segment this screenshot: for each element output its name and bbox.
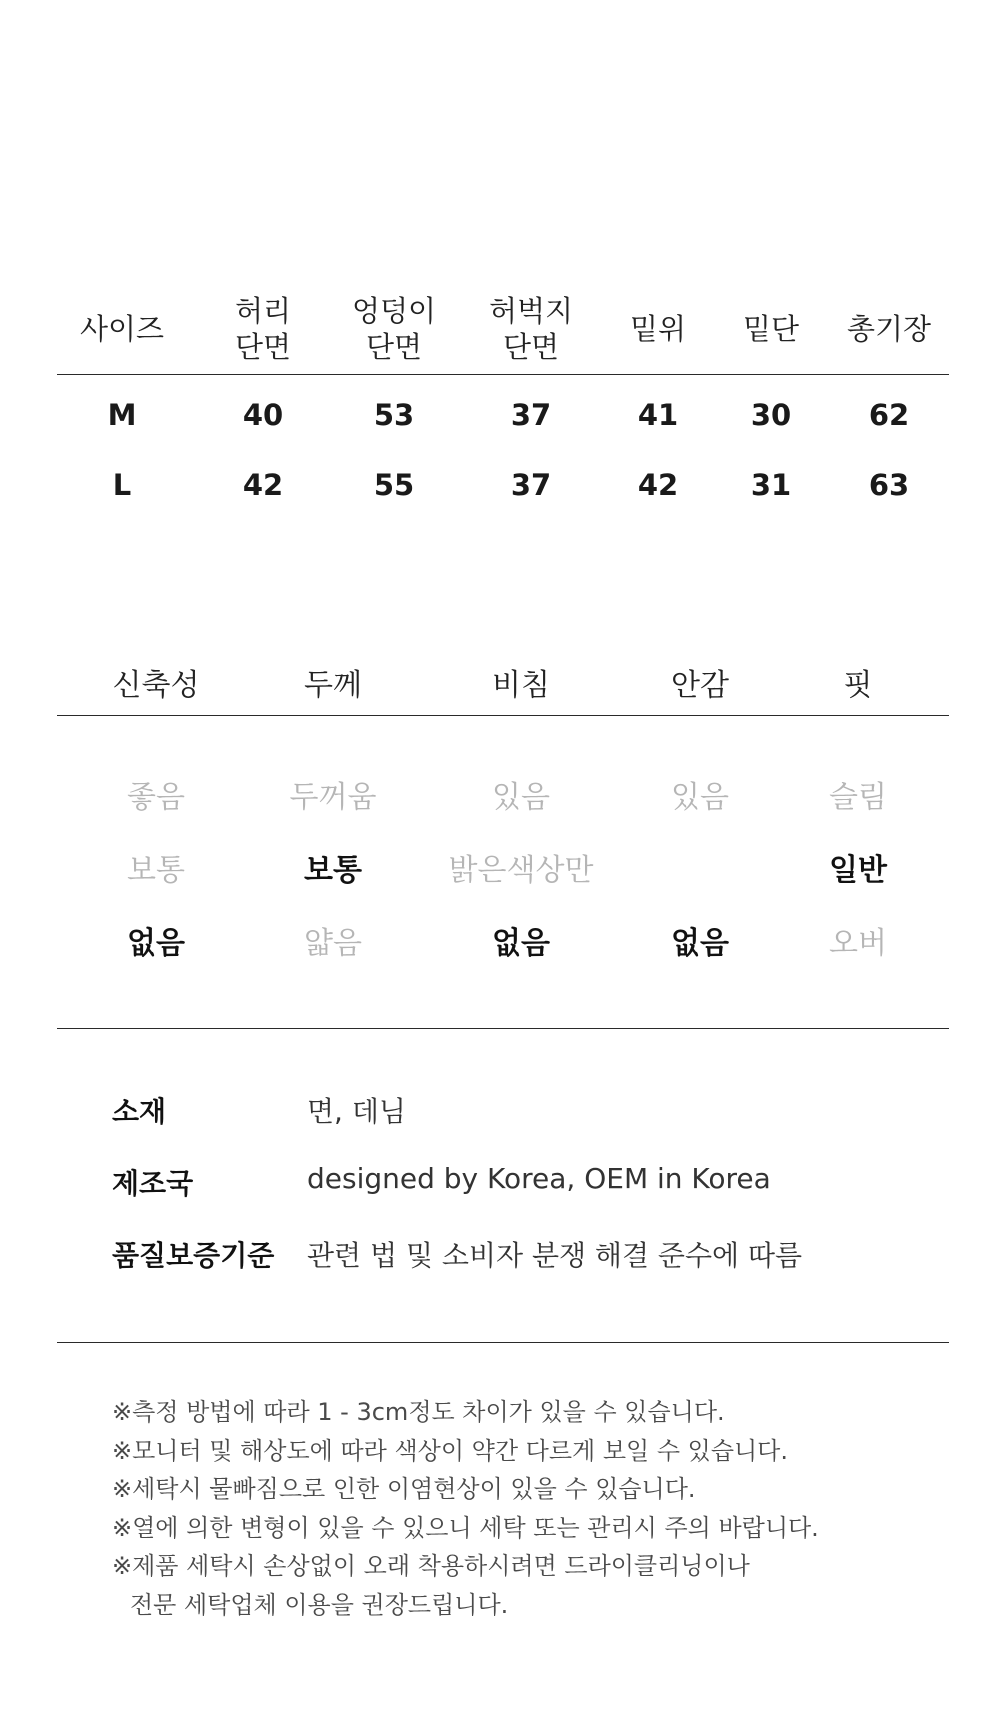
property-option: 없음 bbox=[127, 926, 185, 961]
property-header bbox=[57, 660, 949, 708]
note-line: ※세탁시 물빠짐으로 인한 이염현상이 있을 수 있습니다. bbox=[112, 1475, 696, 1503]
size-header-thigh: 허벅지 단면 bbox=[488, 294, 574, 364]
property-header-stretch: 신축성 bbox=[112, 668, 200, 703]
section-divider bbox=[57, 1028, 949, 1029]
table-cell: 40 bbox=[242, 398, 284, 432]
care-notes bbox=[112, 1393, 819, 1624]
property-grid bbox=[57, 772, 949, 991]
property-option: 없음 bbox=[671, 926, 729, 961]
product-info bbox=[112, 1090, 802, 1306]
size-label: M bbox=[107, 398, 137, 432]
size-header-hem: 밑단 bbox=[742, 312, 800, 346]
size-header-rise: 밑위 bbox=[629, 312, 687, 346]
property-header-fit: 핏 bbox=[843, 668, 873, 703]
property-header-lining: 안감 bbox=[671, 668, 729, 703]
table-cell: 30 bbox=[750, 398, 792, 432]
property-option: 좋음 bbox=[127, 780, 185, 815]
property-divider bbox=[57, 715, 949, 716]
table-cell: 42 bbox=[637, 468, 679, 502]
note-line: ※측정 방법에 따라 1 - 3cm정도 차이가 있을 수 있습니다. bbox=[112, 1398, 725, 1426]
table-row bbox=[57, 450, 949, 520]
info-value: 면, 데님 bbox=[307, 1095, 406, 1128]
property-option: 없음 bbox=[492, 926, 550, 961]
property-option: 있음 bbox=[492, 780, 550, 815]
property-row bbox=[57, 918, 949, 991]
size-header-hip: 엉덩이 단면 bbox=[351, 294, 437, 364]
info-value: 관련 법 및 소비자 분쟁 해결 준수에 따름 bbox=[307, 1239, 803, 1272]
info-row-material bbox=[112, 1090, 802, 1162]
info-key: 소재 bbox=[112, 1095, 167, 1128]
table-cell: 55 bbox=[373, 468, 415, 502]
size-table bbox=[57, 288, 949, 370]
size-table-divider bbox=[57, 374, 949, 375]
section-divider bbox=[57, 1342, 949, 1343]
table-cell: 31 bbox=[750, 468, 792, 502]
property-option: 두꺼움 bbox=[289, 780, 377, 815]
property-option: 밝은색상만 bbox=[448, 853, 594, 888]
property-option: 보통 bbox=[127, 853, 185, 888]
property-option: 오버 bbox=[829, 926, 887, 961]
table-cell: 53 bbox=[373, 398, 415, 432]
size-header-waist: 허리 단면 bbox=[234, 294, 292, 364]
property-option: 보통 bbox=[304, 853, 362, 888]
property-header-thickness: 두께 bbox=[304, 668, 362, 703]
size-label: L bbox=[112, 468, 132, 502]
info-key: 품질보증기준 bbox=[112, 1239, 275, 1272]
note-line: ※열에 의한 변형이 있을 수 있으니 세탁 또는 관리시 주의 바랍니다. bbox=[112, 1513, 819, 1542]
table-cell: 41 bbox=[637, 398, 679, 432]
property-row bbox=[57, 845, 949, 918]
property-option: 있음 bbox=[671, 780, 729, 815]
property-option: 슬림 bbox=[829, 780, 887, 815]
info-row-origin bbox=[112, 1162, 802, 1234]
size-header-size: 사이즈 bbox=[79, 312, 165, 346]
table-cell: 63 bbox=[868, 468, 910, 502]
info-key: 제조국 bbox=[112, 1167, 194, 1200]
property-header-sheerness: 비침 bbox=[492, 668, 550, 703]
table-cell: 62 bbox=[868, 398, 910, 432]
note-line: ※제품 세탁시 손상없이 오래 착용하시려면 드라이클리닝이나 bbox=[112, 1552, 750, 1580]
size-table-header bbox=[57, 288, 949, 370]
property-option: 얇음 bbox=[304, 926, 362, 961]
table-cell: 37 bbox=[510, 468, 552, 502]
note-line: ※모니터 및 해상도에 따라 색상이 약간 다르게 보일 수 있습니다. bbox=[112, 1436, 788, 1465]
note-line: 전문 세탁업체 이용을 권장드립니다. bbox=[130, 1590, 509, 1619]
table-cell: 37 bbox=[510, 398, 552, 432]
property-option: 일반 bbox=[829, 853, 887, 888]
table-row bbox=[57, 380, 949, 450]
info-row-quality bbox=[112, 1234, 802, 1306]
property-row bbox=[57, 772, 949, 845]
size-header-length: 총기장 bbox=[846, 312, 932, 346]
size-table-body bbox=[57, 380, 949, 520]
info-value: designed by Korea, OEM in Korea bbox=[307, 1162, 771, 1195]
table-cell: 42 bbox=[242, 468, 284, 502]
